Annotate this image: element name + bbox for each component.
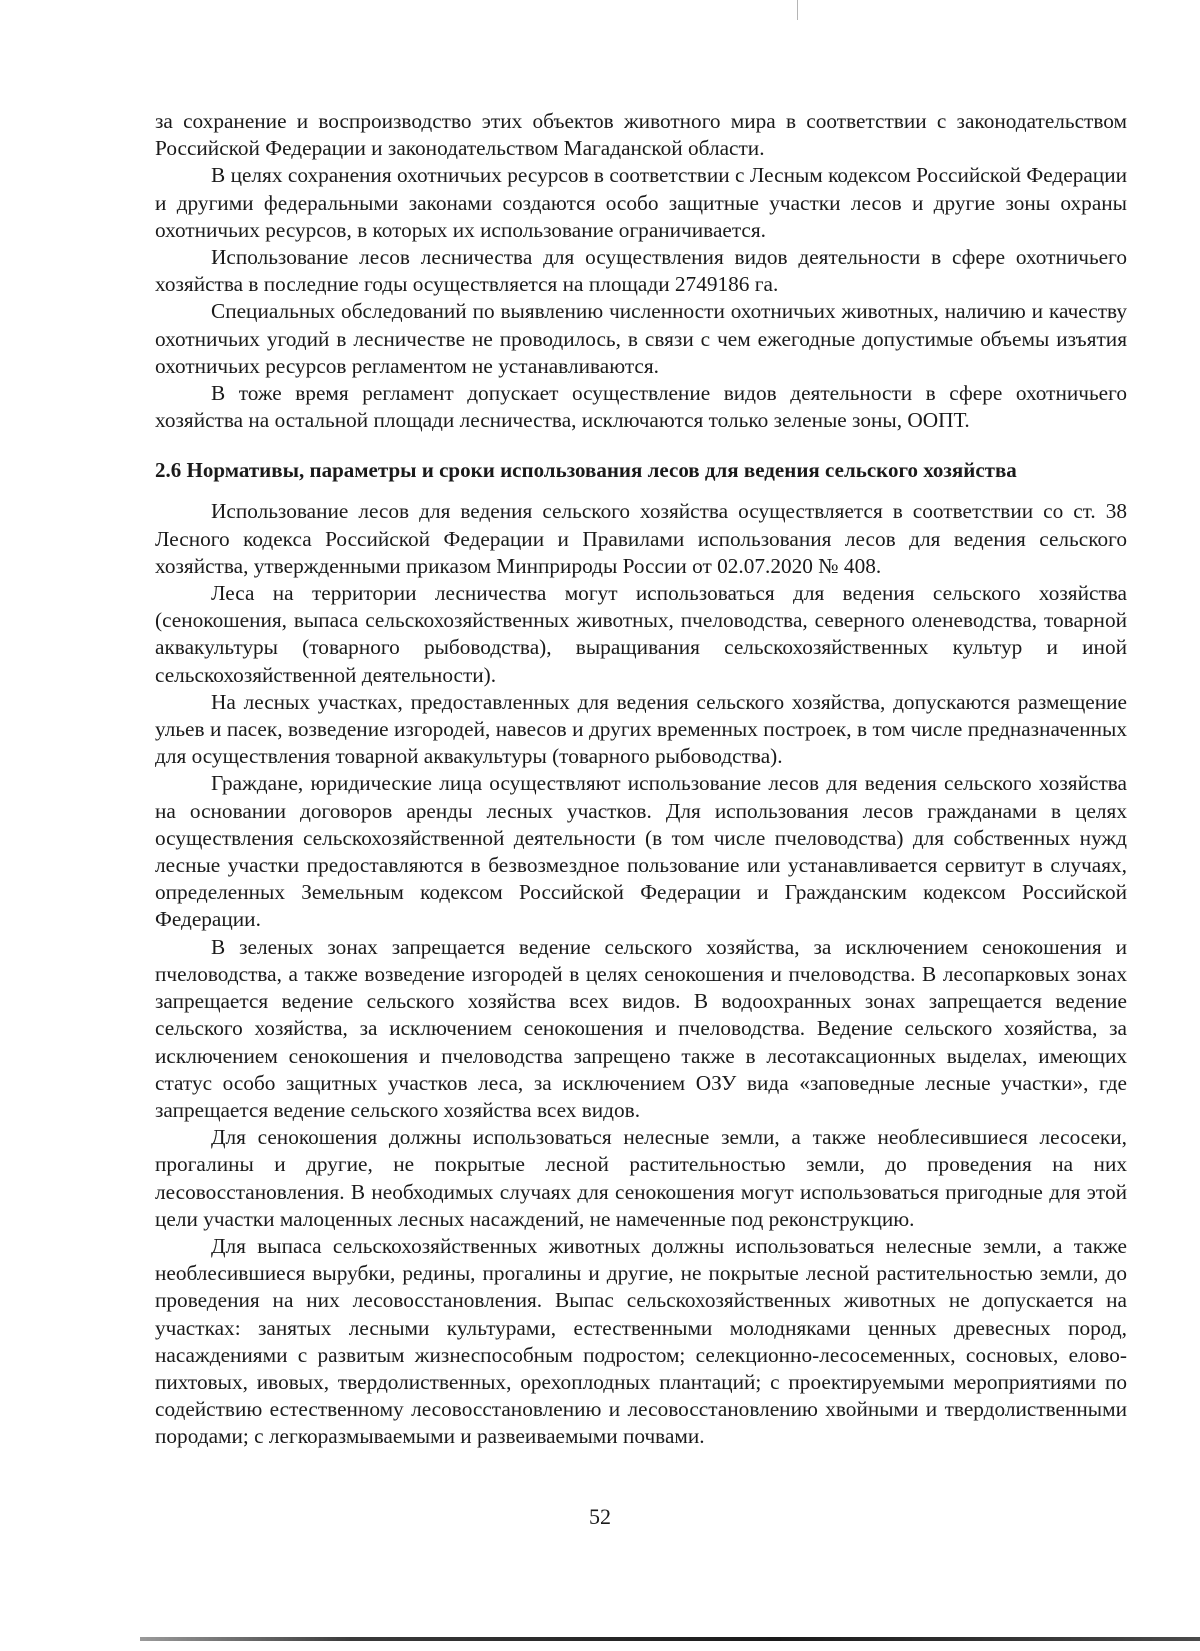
paragraph-hunting-surveys: Специальных обследований по выявлению численности охотничьих животных, наличию и качеству охотничьих угодий в лесничестве не проводилось, в связи с чем ежегодные допустимые объемы изъятия охотничьих ресурсов регламентом не устанавливаются. bbox=[155, 299, 1127, 378]
paragraph-agri-legal-basis: Использование лесов для ведения сельского хозяйства осуществляется в соответствии со ст. 38 Лесного кодекса Российской Федерации и Правилами использования лесов для ведения сельского хозяйства, утвержденными приказом Минприроды России от 02.07.2020 № 408. bbox=[155, 499, 1127, 578]
scan-edge-line bbox=[140, 1637, 1200, 1641]
paragraph-hunting-permitted: В тоже время регламент допускает осуществление видов деятельности в сфере охотничьего хозяйства на остальной площади лесничества, исключаются только зеленые зоны, ООПТ. bbox=[155, 381, 1127, 433]
page-body bbox=[155, 108, 1127, 1451]
section-heading: 2.6 Нормативы, параметры и сроки использования лесов для ведения сельского хозяйства bbox=[155, 458, 1017, 483]
paragraph-haymaking: Для сенокошения должны использоваться нелесные земли, а также необлесившиеся лесосеки, прогалины и другие, не покрытые лесной растительностью земли, до проведения на них лесовосстановления. В необходимых случаях для сенокошения могут использоваться пригодные для этой цели участки малоценных лесных насаждений, не намеченные под реконструкцию. bbox=[155, 1125, 1127, 1231]
paragraph-grazing: Для выпаса сельскохозяйственных животных должны использоваться нелесные земли, а также необлесившиеся вырубки, редины, прогалины и другие, не покрытые лесной растительностью земли, до проведения на них лесовосстановления. Выпас сельскохозяйственных животных не допускается на участках: занятых лесными культурами, естественными молодняками ценных древесных пород, насаждениями с развитым жизнеспособным подростом; селекционно-лесосеменных, сосновых, елово-пихтовых, ивовых, твердолиственных, орехоплодных плантаций; с проектируемыми мероприятиями по содействию естественному лесовосстановлению и лесовосстановлению хвойными и твердолиственными породами; с легкоразмываемыми и развеиваемыми почвами. bbox=[155, 1233, 1127, 1449]
paragraph-agri-uses: Леса на территории лесничества могут использоваться для ведения сельского хозяйства (сенокошения, выпаса сельскохозяйственных животных, пчеловодства, северного оленеводства, товарной аквакультуры (товарного рыбоводства), выращивания сельскохозяйственных культур и иной сельскохозяйственной деятельности). bbox=[155, 581, 1127, 687]
paragraph-agri-lease: Граждане, юридические лица осуществляют использование лесов для ведения сельского хозяйства на основании договоров аренды лесных участков. Для использования лесов гражданами в целях осуществления сельскохозяйственной деятельности (в том числе пчеловодства) для собственных нужд лесные участки предоставляются в безвозмездное пользование или устанавливается сервитут в случаях, определенных Земельным кодексом Российской Федерации и Гражданским кодексом Российской Федерации. bbox=[155, 771, 1127, 932]
paragraph-hunting-area: Использование лесов лесничества для осуществления видов деятельности в сфере охотничьего хозяйства в последние годы осуществляется на площади 2749186 га. bbox=[155, 245, 1127, 297]
paragraph-agri-restrictions: В зеленых зонах запрещается ведение сельского хозяйства, за исключением сенокошения и пчеловодства, а также возведение изгородей в целях сенокошения и пчеловодства. В лесопарковых зонах запрещается ведение сельского хозяйства всех видов. В водоохранных зонах запрещается ведение сельского хозяйства, за исключением сенокошения и пчеловодства. Ведение сельского хозяйства, за исключением сенокошения и пчеловодства запрещено также в лесотаксационных выделах, имеющих статус особо защитных участков леса, за исключением ОЗУ вида «заповедные лесные участки», где запрещается ведение сельского хозяйства всех видов. bbox=[155, 934, 1127, 1122]
paragraph-hunting-protection: В целях сохранения охотничьих ресурсов в соответствии с Лесным кодексом Российской Федерации и другими федеральными законами создаются особо защитные участки лесов и другие зоны охраны охотничьих ресурсов, в которых их использование ограничивается. bbox=[155, 163, 1127, 242]
page-number: 52 bbox=[589, 1504, 611, 1529]
paragraph-continuation: за сохранение и воспроизводство этих объектов животного мира в соответствии с законодательством Российской Федерации и законодательством Магаданской области. bbox=[155, 109, 1127, 161]
paragraph-agri-structures: На лесных участках, предоставленных для ведения сельского хозяйства, допускаются размещение ульев и пасек, возведение изгородей, навесов и других временных построек, в том числе предназначенных для осуществления товарной аквакультуры (товарного рыбоводства). bbox=[155, 689, 1127, 769]
scan-artifact-line bbox=[797, 0, 798, 20]
